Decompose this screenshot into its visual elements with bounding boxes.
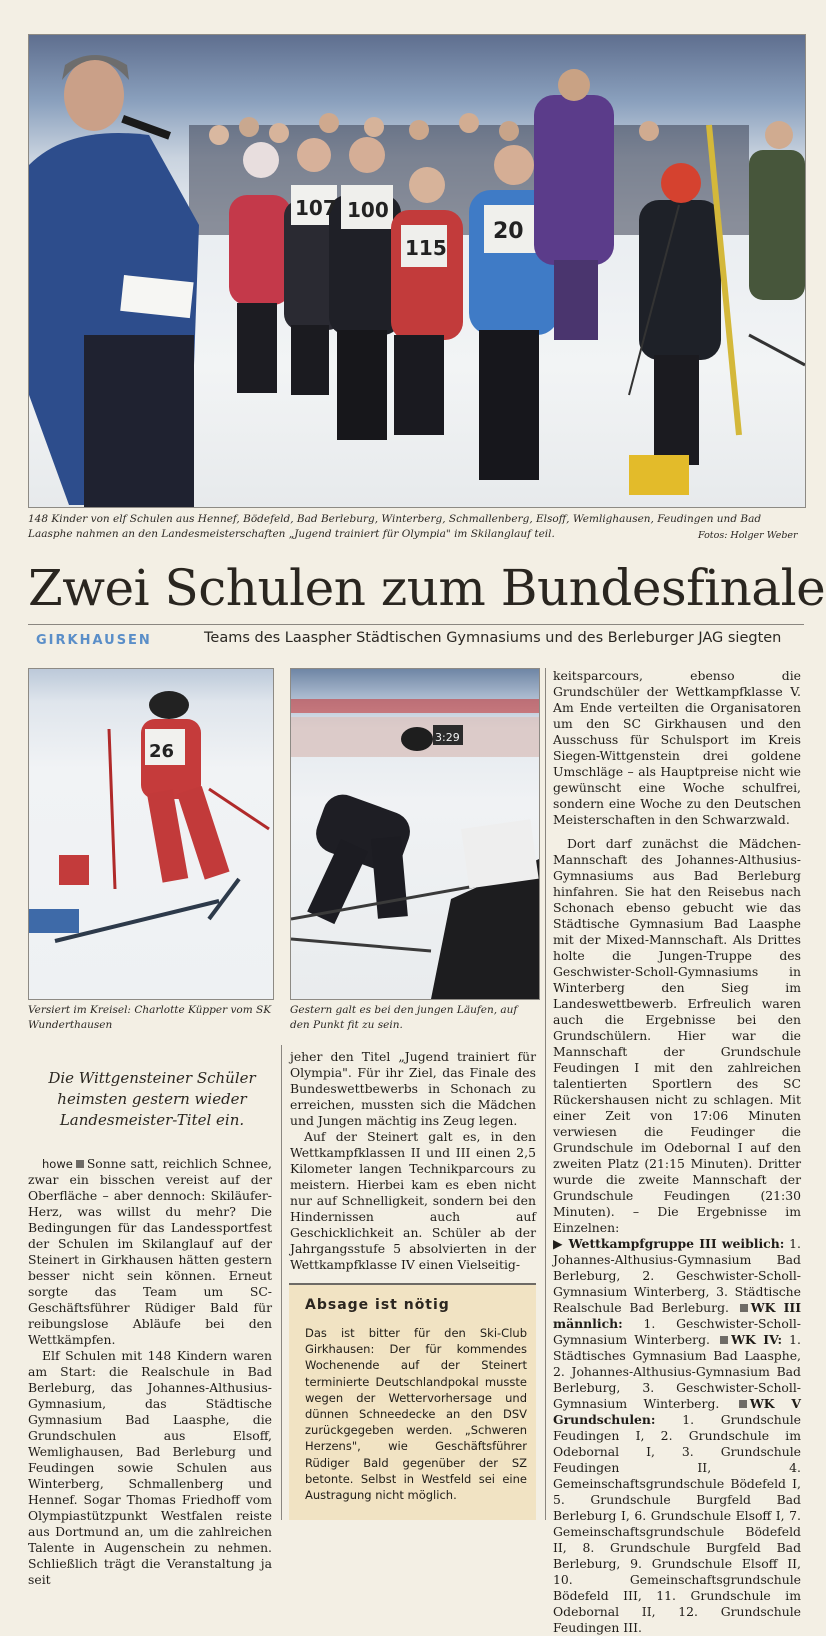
- result-text-wk5: 1. Grundschule Feudingen I, 2. Grundschule im Odebornal I, 3. Grundschule Feudingen II, 4. Gemeinschaftsgrundschule Bödefeld I, 5. Grundschule Burgfeld Bad Berleburg I, 6. Grundschule Elsoff I, 7. Gemeinschaftsgrundschule Bödefeld II, 8. Grundschule Burgfeld Bad Berleburg, 9. Grundschule Elsoff II, 10. Gemeinschaftsgrundschule Bödefeld III, 11. Grundschule im Odebornal II, 12. Grundschule Feudingen III.: [553, 1412, 801, 1635]
- column-3: [553, 668, 801, 1636]
- bib-number-26: 26: [149, 741, 175, 762]
- subheadline: Teams des Laaspher Städtischen Gymnasiums und des Berleburger JAG siegten: [204, 630, 782, 646]
- top-photo: [28, 34, 806, 508]
- clock-display: 3:29: [435, 731, 460, 744]
- column-rule-2: [545, 668, 546, 1520]
- photo-credit: Fotos: Holger Weber: [698, 530, 798, 541]
- photo-left-scene: [29, 669, 273, 999]
- top-photo-caption-text: 148 Kinder von elf Schulen aus Hennef, Bödefeld, Bad Berleburg, Winterberg, Schmallenberg, Elsoff, Wemlighausen, Feudingen und Bad Laasphe nahmen an den Landesmeisterschaften „Jugend trainiert für Olympia" im Skilanglauf teil.: [28, 513, 762, 540]
- col3-results: [553, 1236, 801, 1636]
- bib-number-115: 115: [405, 236, 447, 260]
- author-tag: howe: [42, 1157, 73, 1171]
- photo-skier-right: [290, 668, 540, 1000]
- col1-p1-text: Sonne satt, reichlich Schnee, zwar ein bisschen vereist auf der Oberfläche – aber dennoch: Skiläufer-Herz, was willst du mehr? Die Bedingungen für das Landessportfest der Schulen im Skilanglauf auf der Steinert in Girkhausen hätten gestern besser nicht sein können. Erneut sorgte das Team um SC-Geschäftsführer Rüdiger Bald für reibungslose Abläufe bei den Wettkämpfen.: [28, 1156, 272, 1347]
- child-right-edge: [749, 121, 805, 300]
- photo-right-scene: [291, 669, 539, 999]
- photo-skier-left: [28, 668, 274, 1000]
- kicker-location: GIRKHAUSEN: [36, 633, 152, 648]
- info-box-top-rule: [289, 1283, 536, 1285]
- bib-number-100: 100: [347, 198, 389, 222]
- col1-paragraph-2: Elf Schulen mit 148 Kindern waren am Start: die Realschule in Bad Berleburg, das Johannes-Althusius-Gymnasium, das Städtische Gymnasium Bad Laasphe, die Grundschulen aus Elsoff, Wemlighausen, Bad Berleburg und Feudingen sowie Schulen aus Winterberg, Schmallenberg und Hennef. Sogar Thomas Friedhoff vom Olympiastützpunkt Westfalen reiste aus Dortmund an, um die zahlreichen Talente in Augenschein zu nehmen. Schließlich trägt die Veranstaltung ja seit: [28, 1348, 272, 1587]
- bib-number-20: 20: [493, 219, 524, 244]
- top-photo-caption: [28, 512, 804, 542]
- square-marker: [740, 1304, 748, 1312]
- header-rule: [28, 624, 804, 625]
- result-heading-wk4: WK IV:: [731, 1332, 783, 1347]
- photo-left-caption: Versiert im Kreisel: Charlotte Küpper vom SK Wunderthausen: [28, 1004, 272, 1031]
- result-heading-wk3-female: ▶ Wettkampfgruppe III weiblich:: [553, 1236, 785, 1251]
- square-marker: [739, 1400, 747, 1408]
- info-box-title: Absage ist nötig: [305, 1297, 450, 1313]
- column-1: [28, 1156, 272, 1588]
- bib-number-107: 107: [295, 196, 337, 220]
- col3-paragraph-2: Dort darf zunächst die Mädchen-Mannschaft des Johannes-Althusius-Gymnasiums aus Bad Berleburg hinfahren. Sie hat den Reisebus nach Schonach ebenso gebucht wie das Städtische Gymnasium Bad Laasphe mit der Mixed-Mannschaft. Als Drittes holte die Jungen-Truppe des Geschwister-Scholl-Gymnasiums in Winterberg den Sieg im Landeswettbewerb. Erfreulich waren auch die Ergebnisse bei den Grundschülern. Hier war die Mannschaft der Grundschule Feudingen I mit den zahlreichen talentierten Sportlern des SC Rückershausen nicht zu schlagen. Mit einer Zeit von 17:06 Minuten verwiesen die Feudinger die Grundschule im Odebornal I auf den zweiten Platz (21:15 Minuten). Dritter wurde die zweite Mannschaft der Grundschule Feudingen (21:30 Minuten). – Die Ergebnisse im Einzelnen:: [553, 836, 801, 1235]
- result-text-wk3-female: 1. Johannes-Althusius-Gymnasium Bad Berleburg, 2. Geschwister-Scholl-Gymnasium Winterberg, 3. Städtische Realschule Bad Berleburg.: [553, 1236, 801, 1315]
- info-box-text: Das ist bitter für den Ski-Club Girkhausen: Der für kommendes Wochenende auf der Steinert terminierte Deutschlandpokal musste wegen der Wettervorhersage und dünnen Schneedecke an den DSV zurückgegeben werden. „Schweren Herzens", wie Geschäftsführer Rüdiger Bald gegenüber der SZ betonte. Selbst in Westfeld sei eine Austragung nicht möglich.: [305, 1326, 527, 1503]
- result-heading-wk5: WK V Grundschulen:: [553, 1396, 801, 1427]
- col2-paragraph-2: Auf der Steinert galt es, in den Wettkampfklassen II und III einen 2,5 Kilometer langen Technikparcours zu meistern. Hierbei kam es eben nicht nur auf Schnelligkeit, sondern bei den Hindernissen auch auf Geschicklichkeit an. Schüler ab der Jahrgangsstufe 5 absolvierten in der Wettkampfklasse IV einen Vielseitig-: [290, 1129, 536, 1272]
- square-marker: [720, 1336, 728, 1344]
- col1-paragraph-1: [28, 1156, 272, 1348]
- col2-paragraph-1: jeher den Titel „Jugend trainiert für Olympia". Für ihr Ziel, das Finale des Bundeswettbewerbs in Schonach zu erreichen, mussten sich die Mädchen und Jungen mächtig ins Zeug legen.: [290, 1049, 536, 1128]
- result-heading-wk3-male: WK III männlich:: [553, 1300, 801, 1331]
- photo-right-caption: Gestern galt es bei den jungen Läufen, auf den Punkt fit zu sein.: [290, 1004, 518, 1031]
- result-text-wk4: 1. Städtisches Gymnasium Bad Laasphe, 2. Johannes-Althusius-Gymnasium Bad Berleburg, 3. Geschwister-Scholl-Gymnasium Winterberg.: [553, 1332, 801, 1411]
- headline: Zwei Schulen zum Bundesfinale: [28, 559, 826, 617]
- top-photo-scene: [29, 35, 805, 507]
- child-black-jacket: [629, 163, 721, 495]
- column-2: [290, 1049, 536, 1273]
- info-box: [289, 1283, 536, 1520]
- square-marker: [76, 1160, 84, 1168]
- speaker-man: [29, 55, 199, 507]
- col3-paragraph-1: keitsparcours, ebenso die Grundschüler der Wettkampfklasse V. Am Ende verteilten die Organisatoren um den SC Girkhausen und den Ausschuss für Schulsport im Kreis Siegen-Wittgenstein drei goldene Umschläge – als Hauptpreise nicht wie gewünscht eine Woche schulfrei, sondern eine Woche zu den Deutschen Meisterschaften in den Schwarzwald.: [553, 668, 801, 827]
- teaser-quote: Die Wittgensteiner Schüler heimsten gestern wieder Landesmeister-Titel ein.: [48, 1069, 256, 1129]
- column-rule-1: [281, 1045, 282, 1520]
- result-text-wk3-male: 1. Geschwister-Scholl-Gymnasium Winterberg.: [553, 1316, 801, 1347]
